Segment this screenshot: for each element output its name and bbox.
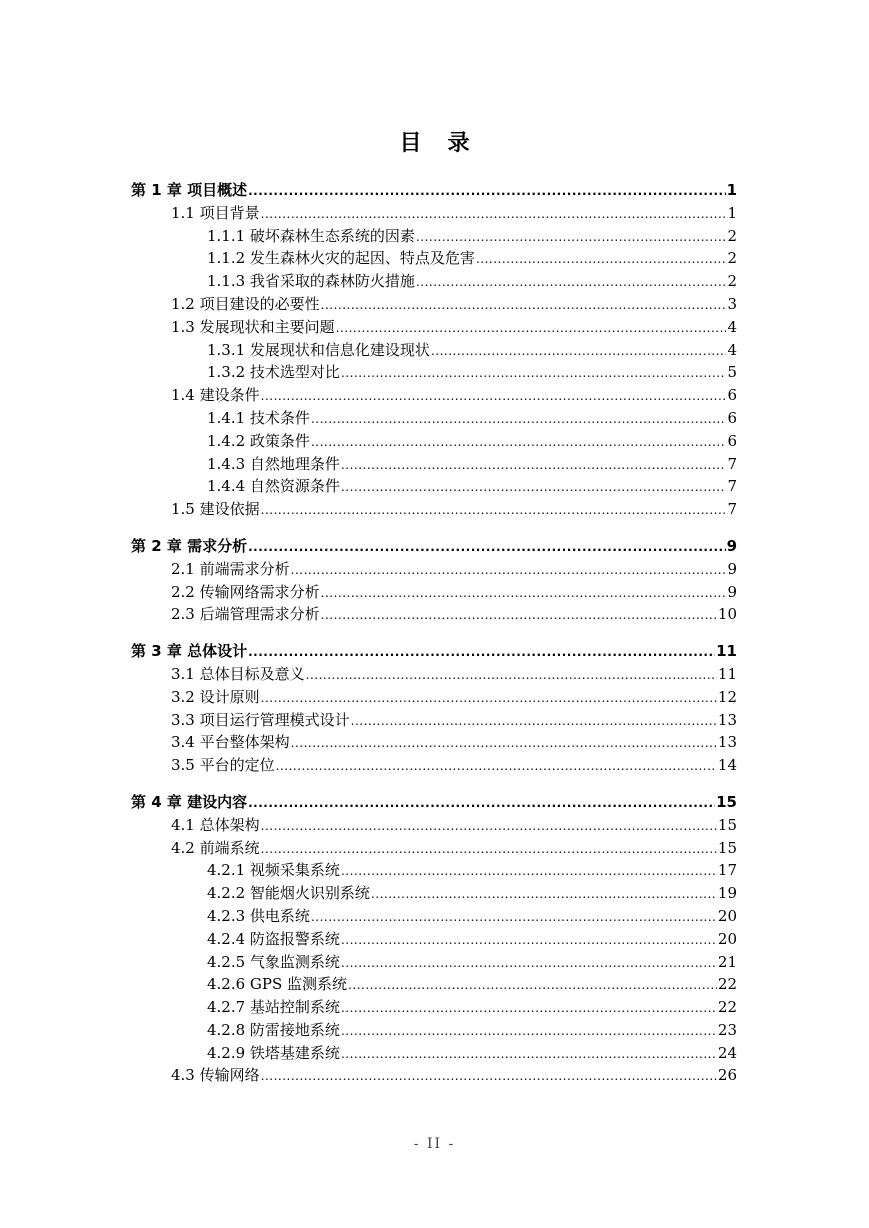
- toc-entry-label: 4.1 总体架构: [171, 815, 260, 834]
- toc-entry-page: 9: [727, 582, 737, 601]
- toc-entry-page: 2: [727, 249, 737, 268]
- toc-entry-label: 1.3.2 技术选型对比: [207, 363, 340, 382]
- toc-section-entry[interactable]: [131, 814, 737, 837]
- toc-section-entry[interactable]: [131, 1019, 737, 1042]
- toc-entry-page: 11: [717, 664, 737, 683]
- toc-section-entry[interactable]: [131, 558, 737, 581]
- toc-entry-label: 1.4.1 技术条件: [207, 408, 310, 427]
- toc-entry-page: 20: [717, 906, 737, 925]
- toc-entry-label: 4.2.7 基站控制系统: [207, 998, 340, 1017]
- toc-leader-dots: [311, 907, 717, 925]
- toc-entry-label: 4.2.1 视频采集系统: [207, 861, 340, 880]
- toc-entry-label: 第 2 章 需求分析: [131, 536, 248, 555]
- toc-leader-dots: [261, 688, 717, 706]
- toc-entry-page: 12: [717, 687, 737, 706]
- toc-section-entry[interactable]: [131, 1064, 737, 1087]
- toc-chapter-entry[interactable]: [131, 535, 737, 558]
- toc-entry-label: 4.2.9 铁塔基建系统: [207, 1043, 340, 1062]
- toc-section-entry[interactable]: [131, 225, 737, 248]
- toc-entry-page: 17: [717, 861, 737, 880]
- toc-entry-label: 4.3 传输网络: [171, 1066, 260, 1085]
- toc-leader-dots: [261, 816, 717, 834]
- toc-entry-page: 7: [727, 477, 737, 496]
- toc-entry-page: 6: [727, 431, 737, 450]
- toc-entry-page: 5: [727, 363, 737, 382]
- toc-section-entry[interactable]: [131, 996, 737, 1019]
- toc-section-entry[interactable]: [131, 709, 737, 732]
- toc-entry-label: 1.3.1 发展现状和信息化建设现状: [207, 340, 430, 359]
- toc-leader-dots: [431, 341, 727, 359]
- toc-section-entry[interactable]: [131, 339, 737, 362]
- toc-leader-dots: [248, 181, 725, 199]
- toc-section-entry[interactable]: [131, 754, 737, 777]
- toc-entry-label: 4.2.3 供电系统: [207, 906, 310, 925]
- toc-entry-page: 19: [717, 884, 737, 903]
- toc-leader-dots: [276, 756, 717, 774]
- toc-section-entry[interactable]: [131, 951, 737, 974]
- toc-section-entry[interactable]: [131, 453, 737, 476]
- toc-entry-page: 22: [717, 975, 737, 994]
- toc-section-entry[interactable]: [131, 384, 737, 407]
- toc-entry-label: 2.2 传输网络需求分析: [171, 582, 320, 601]
- toc-leader-dots: [348, 975, 717, 993]
- toc-leader-dots: [261, 386, 727, 404]
- toc-entry-label: 3.5 平台的定位: [171, 756, 275, 775]
- toc-section-entry[interactable]: [131, 247, 737, 270]
- toc-leader-dots: [341, 1044, 717, 1062]
- toc-entry-page: 21: [717, 952, 737, 971]
- toc-leader-dots: [291, 733, 717, 751]
- toc-entry-page: 6: [727, 408, 737, 427]
- toc-entry-page: 7: [727, 500, 737, 519]
- toc-entry-label: 3.3 项目运行管理模式设计: [171, 710, 350, 729]
- toc-entry-page: 14: [717, 756, 737, 775]
- toc-entry-label: 1.4 建设条件: [171, 386, 260, 405]
- toc-title-char-1: 目: [399, 131, 422, 156]
- toc-entry-page: 3: [727, 294, 737, 313]
- toc-leader-dots: [341, 455, 727, 473]
- chapter-spacer: [131, 521, 737, 535]
- toc-leader-dots: [261, 839, 717, 857]
- toc-leader-dots: [261, 500, 727, 518]
- toc-leader-dots: [351, 711, 717, 729]
- toc-entry-page: 24: [717, 1043, 737, 1062]
- table-of-contents: [131, 179, 737, 1087]
- toc-entry-page: 23: [717, 1020, 737, 1039]
- toc-entry-page: 1: [726, 181, 737, 199]
- toc-entry-page: 9: [727, 559, 737, 578]
- toc-section-entry[interactable]: [131, 498, 737, 521]
- toc-leader-dots: [311, 409, 727, 427]
- toc-entry-page: 13: [717, 733, 737, 752]
- toc-entry-page: 2: [727, 272, 737, 291]
- toc-leader-dots: [341, 477, 727, 495]
- toc-entry-label: 1.3 发展现状和主要问题: [171, 317, 335, 336]
- page-number-footer: - II -: [413, 1136, 456, 1152]
- toc-leader-dots: [341, 1021, 717, 1039]
- toc-entry-label: 2.3 后端管理需求分析: [171, 605, 320, 624]
- toc-chapter-entry[interactable]: [131, 640, 737, 663]
- toc-section-entry[interactable]: [131, 430, 737, 453]
- toc-entry-page: 15: [717, 838, 737, 857]
- toc-section-entry[interactable]: [131, 202, 737, 225]
- toc-entry-page: 10: [717, 605, 737, 624]
- toc-entry-page: 20: [717, 929, 737, 948]
- toc-entry-label: 1.2 项目建设的必要性: [171, 294, 320, 313]
- toc-leader-dots: [341, 953, 717, 971]
- toc-leader-dots: [321, 295, 727, 313]
- toc-entry-label: 1.1.1 破坏森林生态系统的因素: [207, 226, 415, 245]
- toc-leader-dots: [248, 642, 715, 660]
- toc-leader-dots: [476, 249, 727, 267]
- toc-section-entry[interactable]: [131, 581, 737, 604]
- toc-section-entry[interactable]: [131, 859, 737, 882]
- toc-entry-page: 26: [717, 1066, 737, 1085]
- toc-entry-label: 1.5 建设依据: [171, 500, 260, 519]
- toc-entry-page: 13: [717, 710, 737, 729]
- toc-entry-label: 3.1 总体目标及意义: [171, 664, 305, 683]
- toc-leader-dots: [306, 665, 717, 683]
- toc-leader-dots: [261, 1066, 717, 1084]
- toc-section-entry[interactable]: [131, 603, 737, 626]
- toc-entry-page: 15: [717, 815, 737, 834]
- toc-entry-label: 4.2.8 防雷接地系统: [207, 1020, 340, 1039]
- toc-leader-dots: [311, 432, 727, 450]
- toc-leader-dots: [341, 861, 717, 879]
- toc-entry-page: 15: [716, 792, 737, 811]
- toc-section-entry[interactable]: [131, 361, 737, 384]
- toc-chapter-entry[interactable]: [131, 791, 737, 814]
- toc-entry-page: 9: [726, 536, 737, 555]
- toc-section-entry[interactable]: [131, 316, 737, 339]
- toc-section-entry[interactable]: [131, 928, 737, 951]
- toc-chapter-entry[interactable]: [131, 179, 737, 202]
- toc-leader-dots: [261, 204, 727, 222]
- toc-leader-dots: [341, 363, 727, 381]
- toc-entry-label: 3.4 平台整体架构: [171, 733, 290, 752]
- toc-entry-page: 4: [727, 317, 737, 336]
- toc-section-entry[interactable]: [131, 475, 737, 498]
- toc-entry-page: 7: [727, 454, 737, 473]
- toc-entry-label: 4.2 前端系统: [171, 838, 260, 857]
- toc-entry-label: 1.4.2 政策条件: [207, 431, 310, 450]
- toc-title-char-2: 录: [447, 131, 470, 156]
- toc-entry-label: 4.2.5 气象监测系统: [207, 952, 340, 971]
- toc-entry-label: 1.1.2 发生森林火灾的起因、特点及危害: [207, 249, 475, 268]
- toc-leader-dots: [341, 930, 717, 948]
- toc-leader-dots: [341, 998, 717, 1016]
- toc-title: [0, 126, 869, 157]
- toc-entry-label: 第 1 章 项目概述: [131, 181, 248, 199]
- toc-leader-dots: [248, 537, 725, 555]
- toc-entry-label: 3.2 设计原则: [171, 687, 260, 706]
- toc-section-entry[interactable]: [131, 407, 737, 430]
- toc-entry-label: 第 4 章 建设内容: [131, 792, 248, 811]
- toc-section-entry[interactable]: [131, 731, 737, 754]
- toc-section-entry[interactable]: [131, 905, 737, 928]
- toc-entry-page: 22: [717, 998, 737, 1017]
- toc-entry-page: 1: [727, 203, 737, 222]
- toc-section-entry[interactable]: [131, 686, 737, 709]
- toc-entry-label: 2.1 前端需求分析: [171, 559, 290, 578]
- toc-section-entry[interactable]: [131, 663, 737, 686]
- toc-leader-dots: [291, 560, 727, 578]
- toc-entry-page: 11: [716, 642, 737, 661]
- toc-entry-label: 4.2.6 GPS 监测系统: [207, 975, 348, 994]
- toc-section-entry[interactable]: [131, 837, 737, 860]
- toc-section-entry[interactable]: [131, 1042, 737, 1065]
- toc-entry-label: 1.4.3 自然地理条件: [207, 454, 340, 473]
- toc-leader-dots: [416, 272, 727, 290]
- toc-entry-page: 2: [727, 226, 737, 245]
- toc-leader-dots: [416, 227, 727, 245]
- toc-leader-dots: [321, 583, 727, 601]
- chapter-spacer: [131, 777, 737, 791]
- toc-leader-dots: [248, 793, 715, 811]
- toc-entry-label: 4.2.2 智能烟火识别系统: [207, 884, 370, 903]
- toc-entry-label: 第 3 章 总体设计: [131, 642, 248, 661]
- toc-section-entry[interactable]: [131, 270, 737, 293]
- toc-entry-label: 1.4.4 自然资源条件: [207, 477, 340, 496]
- toc-entry-page: 6: [727, 386, 737, 405]
- toc-leader-dots: [321, 605, 717, 623]
- toc-leader-dots: [336, 318, 727, 336]
- toc-section-entry[interactable]: [131, 882, 737, 905]
- toc-entry-page: 4: [727, 340, 737, 359]
- toc-section-entry[interactable]: [131, 293, 737, 316]
- toc-entry-label: 4.2.4 防盗报警系统: [207, 929, 340, 948]
- toc-leader-dots: [371, 884, 717, 902]
- toc-entry-label: 1.1.3 我省采取的森林防火措施: [207, 272, 415, 291]
- toc-entry-label: 1.1 项目背景: [171, 203, 260, 222]
- chapter-spacer: [131, 626, 737, 640]
- toc-section-entry[interactable]: [131, 973, 737, 996]
